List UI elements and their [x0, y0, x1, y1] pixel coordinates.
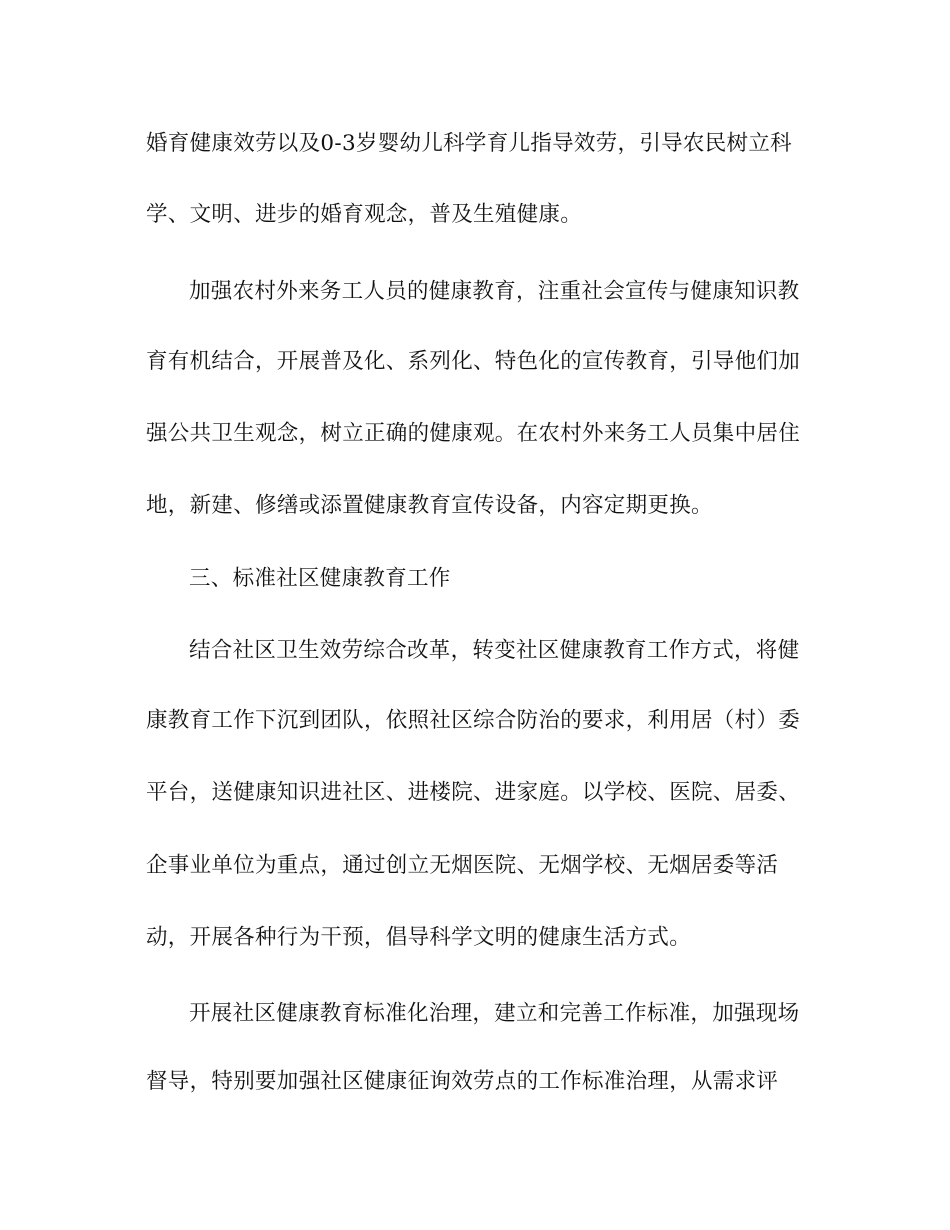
paragraph-start-line: 结合社区卫生效劳综合改革，转变社区健康教育工作方式，将健 [189, 638, 800, 663]
text-line: 婚育健康效劳以及0-3岁婴幼儿科学育儿指导效劳，引导农民树立科 [146, 131, 792, 156]
text-line: 督导，特别要加强社区健康征询效劳点的工作标准治理，从需求评 [146, 1069, 779, 1094]
text-line: 强公共卫生观念，树立正确的健康观。在农村外来务工人员集中居住 [146, 421, 801, 446]
paragraph-start-line: 加强农村外来务工人员的健康教育，注重社会宣传与健康知识教 [189, 279, 800, 304]
section-heading: 三、标准社区健康教育工作 [189, 566, 451, 591]
text-line: 康教育工作下沉到团队，依照社区综合防治的要求，利用居（村）委 [146, 708, 801, 733]
paragraph-start-line: 开展社区健康教育标准化治理，建立和完善工作标准，加强现场 [189, 1001, 800, 1026]
text-line: 地，新建、修缮或添置健康教育宣传设备，内容定期更换。 [146, 493, 713, 518]
text-line: 企事业单位为重点，通过创立无烟医院、无烟学校、无烟居委等活 [146, 853, 779, 878]
text-line: 育有机结合，开展普及化、系列化、特色化的宣传教育，引导他们加 [146, 349, 801, 374]
text-line: 学、文明、进步的婚育观念，普及生殖健康。 [146, 202, 583, 227]
text-line: 平台，送健康知识进社区、进楼院、进家庭。以学校、医院、居委、 [146, 780, 801, 805]
text-line: 动，开展各种行为干预，倡导科学文明的健康生活方式。 [146, 925, 692, 950]
